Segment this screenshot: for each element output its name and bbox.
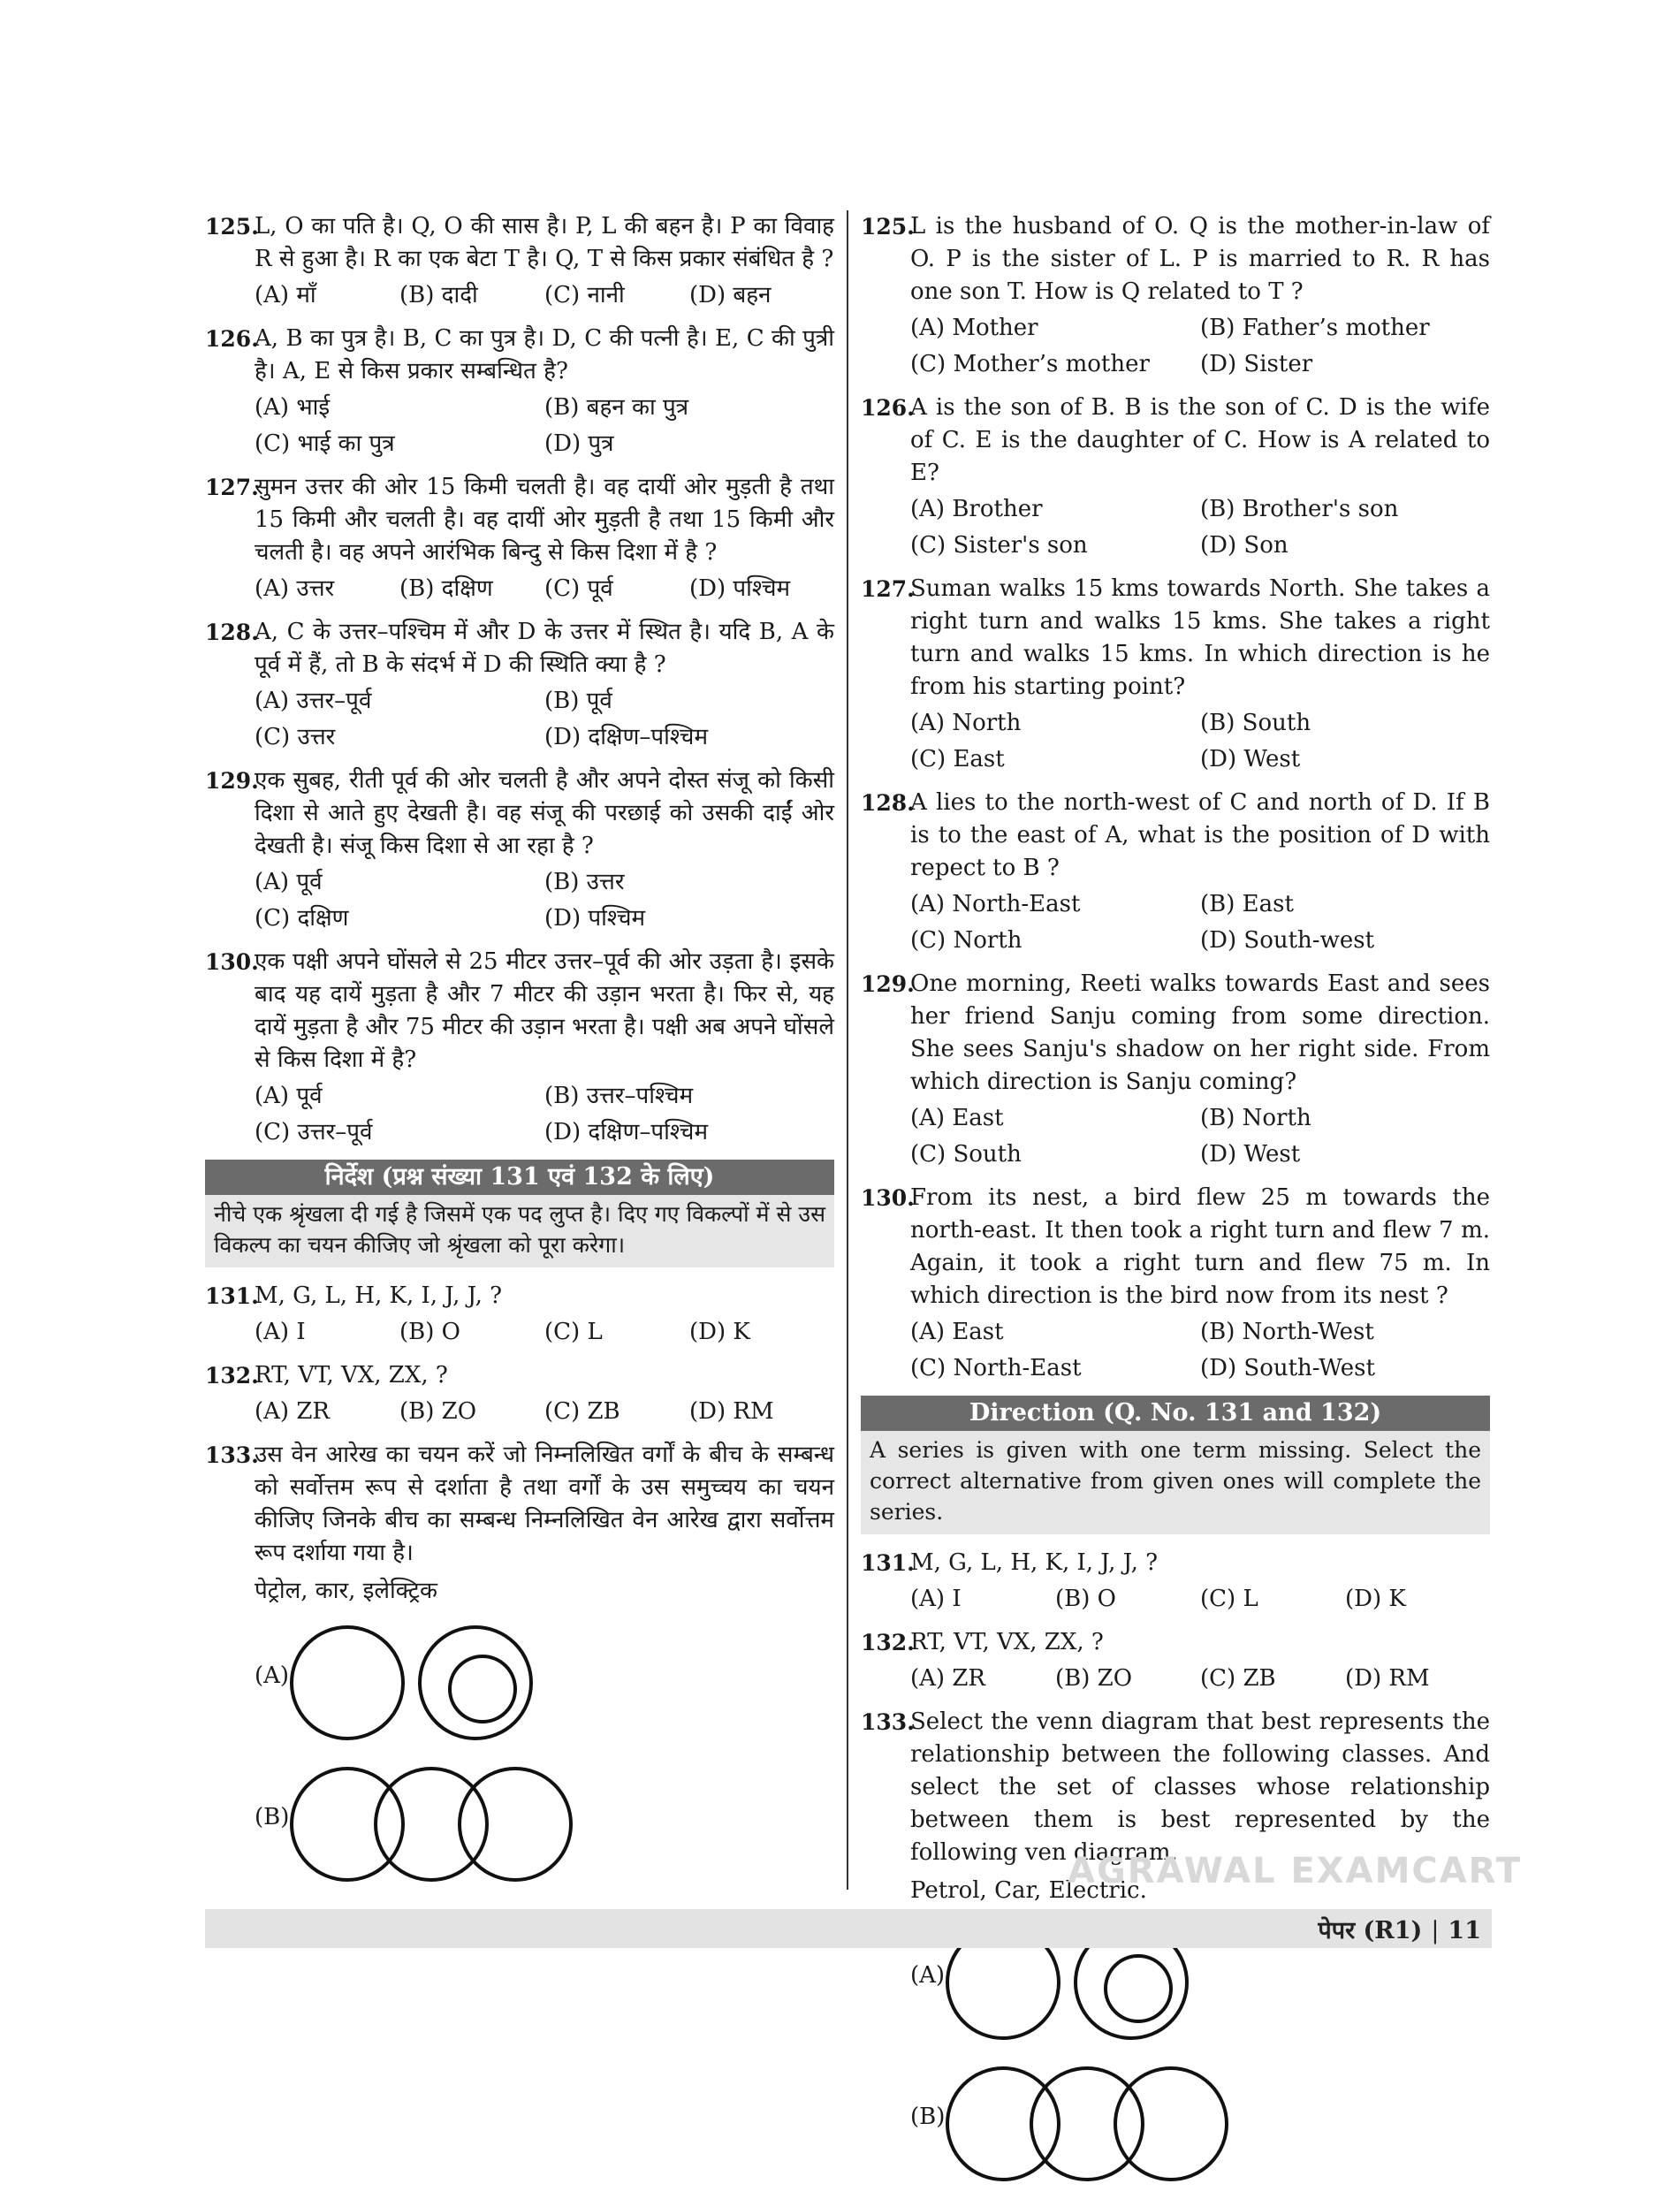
question-text: A is the son of B. B is the son of C. D is the wife of C. E is the daughter of C. How is A related to E? <box>910 394 1490 486</box>
question-131-en <box>861 1547 1490 1617</box>
question-130-en <box>861 1182 1490 1387</box>
question-129-hi <box>205 765 834 937</box>
footer-separator: | <box>1431 1917 1440 1944</box>
option-c: (C) Mother’s mother <box>910 351 1150 377</box>
option-a: (A) ZR <box>255 1398 330 1425</box>
option-d: (D) दक्षिण–पश्चिम <box>544 1119 708 1145</box>
question-number: 131. <box>861 1550 915 1576</box>
column-divider <box>847 210 848 1890</box>
venn-circle <box>376 1769 487 1880</box>
option-d: (D) K <box>689 1319 750 1345</box>
direction-heading: Direction (Q. No. 131 and 132) <box>861 1396 1490 1431</box>
question-number: 125. <box>205 214 259 240</box>
option-b: (B) Father’s mother <box>1200 315 1430 341</box>
question-text: M, G, L, H, K, I, J, J, ? <box>910 1549 1159 1576</box>
question-text: RT, VT, VX, ZX, ? <box>255 1362 448 1389</box>
question-text: L is the husband of O. Q is the mother-in-law of O. P is the sister of L. P is married to R. R has one son T. How is Q related to T ? <box>910 213 1490 305</box>
option-c: (C) पूर्व <box>544 575 613 602</box>
question-number: 130. <box>861 1185 915 1211</box>
venn-diagram-b <box>290 1758 590 1891</box>
option-a: (A) उत्तर–पूर्व <box>255 688 372 714</box>
question-127-hi <box>205 471 834 607</box>
question-130-hi <box>205 946 834 1151</box>
class-terms: पेट्रोल, कार, इलेक्ट्रिक <box>255 1578 437 1604</box>
venn-diagram-b <box>946 2058 1246 2190</box>
option-a: (A) ZR <box>910 1665 985 1692</box>
question-126-hi <box>205 323 834 462</box>
venn-circle <box>1031 2068 1143 2180</box>
venn-circle <box>1115 2068 1227 2180</box>
question-number: 132. <box>861 1630 915 1655</box>
question-text: A lies to the north-west of C and north of D. If B is to the east of A, what is the position of D with repect to B ? <box>910 789 1490 881</box>
question-number: 131. <box>205 1283 259 1309</box>
option-a: (A) East <box>910 1105 1004 1131</box>
question-number: 129. <box>861 971 915 997</box>
venn-label-b: (B) <box>255 1804 290 1830</box>
question-text: Select the venn diagram that best represents the relationship between the following classes. And select the set of classes whose relationship between them is best represented by the following ven diagram. <box>910 1708 1490 1866</box>
question-text: Suman walks 15 kms towards North. She takes a right turn and walks 15 kms. She takes a right turn and walks 15 kms. In which direction is he from his starting point? <box>910 575 1490 700</box>
question-text: A, C के उत्तर–पश्चिम में और D के उत्तर में स्थित है। यदि B, A के पूर्व में हैं, तो B के संदर्भ में D की स्थिति क्या है ? <box>255 619 834 678</box>
question-text: From its nest, a bird flew 25 m towards the north-east. It then took a right turn and flew 7 m. Again, it took a right turn and flew 75 m. In which direction is the bird now from its nest ? <box>910 1184 1490 1309</box>
options <box>910 1314 1490 1387</box>
question-text: M, G, L, H, K, I, J, J, ? <box>255 1282 503 1309</box>
option-c: (C) South <box>910 1141 1022 1168</box>
options <box>255 390 834 462</box>
option-d: (D) Son <box>1200 532 1289 559</box>
venn-option-a <box>255 1617 834 1749</box>
question-number: 125. <box>861 214 915 240</box>
direction-body: नीचे एक श्रृंखला दी गई है जिसमें एक पद लुप्त है। दिए गए विकल्पों में से उस विकल्प का चयन कीजिए जो श्रृंखला को पूरा करेगा। <box>205 1195 834 1267</box>
option-d: (D) दक्षिण–पश्चिम <box>544 724 708 750</box>
question-number: 128. <box>205 620 259 645</box>
footer-text <box>1318 1913 1481 1945</box>
options <box>255 683 834 756</box>
options <box>255 571 834 607</box>
question-text: एक पक्षी अपने घोंसले से 25 मीटर उत्तर–पूर्व की ओर उड़ता है। इसके बाद यह दायें मुड़ता है और 7 मीटर की उड़ान भरता है। फिर से, यह दायें मुड़ता है और 75 मीटर की उड़ान भरता है। पक्षी अब अपने घोंसले से किस दिशा में है? <box>255 948 834 1073</box>
question-number: 128. <box>861 790 915 816</box>
question-127-en <box>861 573 1490 778</box>
venn-circle <box>450 1656 515 1722</box>
option-b: (B) O <box>399 1319 460 1345</box>
question-131-hi <box>205 1280 834 1351</box>
venn-circle <box>292 1769 403 1880</box>
option-b: (B) South <box>1200 710 1311 736</box>
option-c: (C) ZB <box>1200 1665 1276 1692</box>
question-number: 127. <box>861 576 915 602</box>
option-b: (B) उत्तर–पश्चिम <box>544 1083 694 1109</box>
option-d: (D) West <box>1200 746 1301 772</box>
question-number: 126. <box>861 395 915 421</box>
question-129-en <box>861 968 1490 1173</box>
option-c: (C) दक्षिण <box>255 905 349 932</box>
question-text: A, B का पुत्र है। B, C का पुत्र है। D, C की पत्नी है। E, C की पुत्री है। A, E से किस प्रकार सम्बन्धित है? <box>255 325 834 384</box>
option-c: (C) Sister's son <box>910 532 1088 559</box>
question-text: उस वेन आरेख का चयन करें जो निम्नलिखित वर्गों के बीच के सम्बन्ध को सर्वोत्तम रूप से दर्शाता है तथा वर्गों के उस समुच्चय का चयन कीजिए जिनके बीच का सम्बन्ध निम्नलिखित वेन आरेख द्वारा सर्वोत्तम रूप दर्शाया गया है। <box>255 1442 834 1566</box>
option-b: (B) दक्षिण <box>399 575 493 602</box>
question-126-en <box>861 392 1490 564</box>
options <box>910 310 1490 383</box>
option-b: (B) दादी <box>399 282 478 308</box>
question-number: 133. <box>205 1442 259 1468</box>
venn-label-a: (A) <box>255 1663 290 1689</box>
option-a: (A) I <box>255 1319 306 1345</box>
question-125-hi <box>205 210 834 314</box>
question-text: सुमन उत्तर की ओर 15 किमी चलती है। वह दायीं ओर मुड़ती है तथा 15 किमी और चलती है। वह दायीं ओर मुड़ती है तथा 15 किमी और चलती है। वह अपने आरंभिक बिन्दु से किस दिशा में है ? <box>255 474 834 566</box>
options <box>255 1078 834 1151</box>
venn-diagram-a <box>290 1617 555 1749</box>
question-number: 130. <box>205 949 259 975</box>
option-c: (C) भाई का पुत्र <box>255 430 395 457</box>
question-number: 127. <box>205 475 259 500</box>
option-a: (A) I <box>910 1586 962 1612</box>
question-text: RT, VT, VX, ZX, ? <box>910 1629 1104 1655</box>
option-a: (A) East <box>910 1319 1004 1345</box>
options <box>255 278 834 314</box>
venn-circle <box>460 1769 571 1880</box>
venn-circle <box>947 2068 1059 2180</box>
option-d: (D) पश्चिम <box>544 905 646 932</box>
option-a: (A) उत्तर <box>255 575 335 602</box>
direction-body: A series is given with one term missing. Select the correct alternative from given ones will complete the series. <box>861 1431 1490 1534</box>
option-d: (D) South-west <box>1200 927 1375 954</box>
option-a: (A) Mother <box>910 315 1038 341</box>
question-133-hi <box>205 1439 834 1891</box>
option-c: (C) नानी <box>544 282 625 308</box>
option-c: (C) L <box>1200 1586 1258 1612</box>
question-125-en <box>861 210 1490 383</box>
venn-circle <box>1106 1956 1171 2021</box>
question-number: 133. <box>861 1709 915 1735</box>
options <box>910 1581 1490 1617</box>
option-b: (B) North <box>1200 1105 1311 1131</box>
options <box>255 1394 834 1430</box>
option-b: (B) उत्तर <box>544 869 625 895</box>
option-b: (B) पूर्व <box>544 688 612 714</box>
venn-circle <box>292 1627 403 1739</box>
option-c: (C) North-East <box>910 1355 1082 1381</box>
page-footer <box>205 1909 1492 1948</box>
option-a: (A) भाई <box>255 394 331 421</box>
option-a: (A) North-East <box>910 891 1081 917</box>
option-d: (D) K <box>1345 1586 1406 1612</box>
hindi-column <box>205 210 834 1899</box>
option-a: (A) पूर्व <box>255 1083 323 1109</box>
option-d: (D) RM <box>1345 1665 1430 1692</box>
option-d: (D) South-West <box>1200 1355 1375 1381</box>
option-b: (B) बहन का पुत्र <box>544 394 689 421</box>
option-c: (C) North <box>910 927 1022 954</box>
options <box>255 1314 834 1351</box>
venn-label-a: (A) <box>910 1962 946 1989</box>
question-133-en <box>861 1706 1490 2190</box>
options <box>255 864 834 937</box>
option-d: (D) RM <box>689 1398 774 1425</box>
option-a: (A) माँ <box>255 282 316 308</box>
paper-label: पेपर (R1) <box>1318 1917 1423 1944</box>
option-a: (A) पूर्व <box>255 869 323 895</box>
question-128-hi <box>205 616 834 756</box>
question-text: L, O का पति है। Q, O की सास है। P, L की बहन है। P का विवाह R से हुआ है। R का एक बेटा T है। Q, T से किस प्रकार संबंधित है ? <box>255 213 834 272</box>
option-b: (B) Brother's son <box>1200 496 1399 522</box>
option-a: (A) North <box>910 710 1022 736</box>
question-number: 132. <box>205 1363 259 1389</box>
options <box>910 491 1490 564</box>
venn-option-b <box>910 2058 1490 2190</box>
option-b: (B) ZO <box>399 1398 477 1425</box>
options <box>910 705 1490 778</box>
option-a: (A) Brother <box>910 496 1043 522</box>
option-d: (D) बहन <box>689 282 772 308</box>
option-b: (B) ZO <box>1055 1665 1133 1692</box>
venn-label-b: (B) <box>910 2104 946 2130</box>
options <box>910 1661 1490 1697</box>
option-b: (B) East <box>1200 891 1294 917</box>
question-text: एक सुबह, रीती पूर्व की ओर चलती है और अपने दोस्त संजू को किसी दिशा से आते हुए देखती है। वह संजू की परछाई को उसकी दाईं ओर देखती है। संजू किस दिशा से आ रहा है ? <box>255 767 834 859</box>
option-d: (D) पश्चिम <box>689 575 791 602</box>
option-c: (C) उत्तर–पूर्व <box>255 1119 373 1145</box>
options <box>910 1100 1490 1173</box>
options <box>910 886 1490 959</box>
option-b: (B) North-West <box>1200 1319 1374 1345</box>
option-b: (B) O <box>1055 1586 1116 1612</box>
option-c: (C) उत्तर <box>255 724 336 750</box>
publisher-watermark: AGRAWAL EXAMCART <box>1068 1851 1522 1891</box>
english-column <box>861 210 1490 2199</box>
class-terms: Petrol, Car, Electric. <box>910 1877 1147 1904</box>
venn-option-b <box>255 1758 834 1891</box>
question-128-en <box>861 787 1490 959</box>
option-c: (C) ZB <box>544 1398 620 1425</box>
question-132-hi <box>205 1359 834 1430</box>
question-number: 129. <box>205 768 259 794</box>
question-text: One morning, Reeti walks towards East and sees her friend Sanju coming from some direction. She sees Sanju's shadow on her right side. From which direction is Sanju coming? <box>910 970 1490 1095</box>
page-number: 11 <box>1448 1917 1481 1944</box>
direction-heading: निर्देश (प्रश्न संख्या 131 एवं 132 के लिए) <box>205 1160 834 1195</box>
option-c: (C) East <box>910 746 1005 772</box>
option-d: (D) Sister <box>1200 351 1313 377</box>
option-c: (C) L <box>544 1319 603 1345</box>
question-132-en <box>861 1626 1490 1697</box>
question-number: 126. <box>205 326 259 352</box>
option-d: (D) पुत्र <box>544 430 614 457</box>
option-d: (D) West <box>1200 1141 1301 1168</box>
